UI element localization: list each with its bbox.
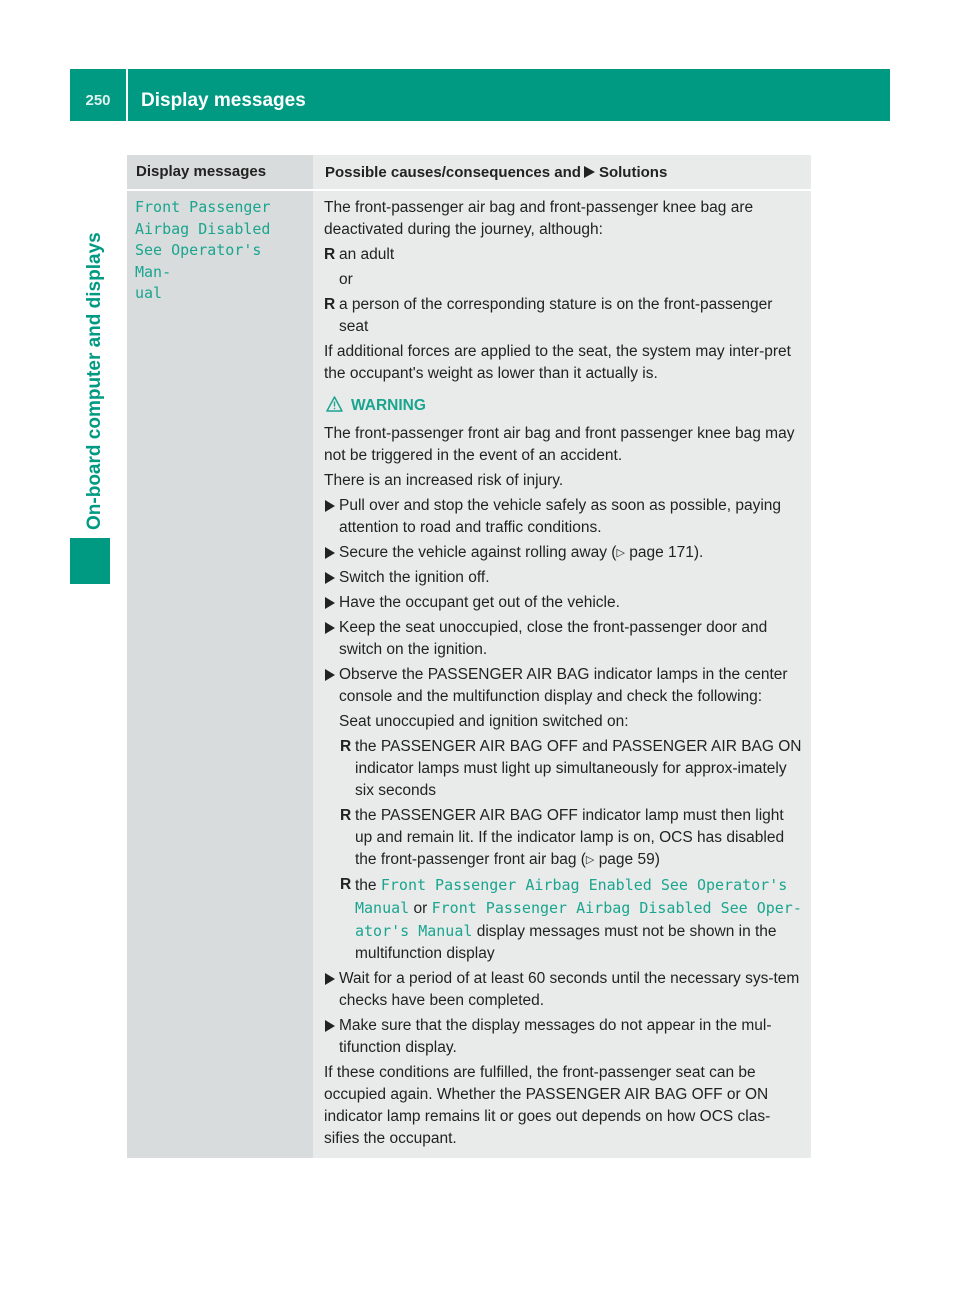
page-reference-icon: ▷ xyxy=(616,547,625,559)
solution-step xyxy=(324,664,803,708)
display-message-reference: Front Passenger Airbag Disabled See Oper‐ator's Manual xyxy=(355,899,802,940)
solution-step xyxy=(324,495,803,539)
solution-arrow-icon xyxy=(325,1020,335,1032)
condition-item xyxy=(324,294,803,338)
message-column xyxy=(127,155,313,1158)
solution-arrow-icon xyxy=(325,973,335,985)
step-text: Make sure that the display messages do not appear in the mul-tifunction display. xyxy=(339,1017,772,1056)
check-text: the xyxy=(355,877,377,894)
solution-arrow-icon xyxy=(325,597,335,609)
step-text: Switch the ignition off. xyxy=(339,569,490,586)
intro-text: The front-passenger air bag and front-passenger knee bag are deactivated during the journey, although: xyxy=(324,199,754,238)
warning-label: WARNING xyxy=(351,397,426,414)
check-text: ) xyxy=(654,851,660,868)
warning-heading xyxy=(324,395,803,417)
warning-text: The front-passenger front air bag and front passenger knee bag may not be triggered in the event of an accident. xyxy=(324,425,795,464)
condition-text: a person of the corresponding stature is on the front-passenger seat xyxy=(339,296,773,335)
column-header-solutions-label: Solutions xyxy=(598,164,668,181)
column-header-causes: Possible causes/consequences and xyxy=(325,164,581,181)
check-item xyxy=(324,736,803,802)
page-number: 250 xyxy=(85,92,111,109)
bullet-marker: R xyxy=(340,876,352,893)
solution-step xyxy=(324,542,803,564)
step-text: Observe the PASSENGER AIR BAG indicator lamps in the center console and the multifunction display and check the following: xyxy=(339,666,788,705)
display-message-reference: Front Passenger Airbag Enabled See Operator's Manual xyxy=(355,876,788,917)
page-reference-link[interactable]: page 171 xyxy=(629,544,694,561)
column-header-solutions xyxy=(325,164,667,181)
chapter-side-label: On-board computer and displays xyxy=(84,232,105,530)
message-line: See Operator's Man‐ xyxy=(135,241,262,281)
condition-text: an adult xyxy=(339,246,395,263)
solution-arrow-icon xyxy=(584,166,595,178)
condition-or: or xyxy=(339,271,353,288)
header-divider xyxy=(126,69,128,121)
message-line: Front Passenger xyxy=(135,198,271,216)
bullet-marker: R xyxy=(324,296,336,313)
bullet-marker: R xyxy=(340,738,352,755)
step-text: Have the occupant get out of the vehicle. xyxy=(339,594,620,611)
check-item xyxy=(324,805,803,871)
solution-arrow-icon xyxy=(325,572,335,584)
solution-arrow-icon xyxy=(325,622,335,634)
bullet-marker: R xyxy=(340,807,352,824)
solution-step xyxy=(324,592,803,614)
column-header-messages: Display messages xyxy=(136,163,267,180)
step-subheading: Seat unoccupied and ignition switched on: xyxy=(339,713,629,730)
page-title: Display messages xyxy=(141,90,306,111)
condition-item xyxy=(324,244,803,266)
bullet-marker: R xyxy=(324,246,336,263)
message-line: Airbag Disabled xyxy=(135,219,271,238)
solution-arrow-icon xyxy=(325,500,335,512)
solution-arrow-icon xyxy=(325,669,335,681)
table-header-divider xyxy=(127,189,811,191)
risk-text: There is an increased risk of injury. xyxy=(324,472,564,489)
causes-and-solutions xyxy=(324,197,803,1153)
display-message-text xyxy=(135,197,305,305)
solution-step xyxy=(324,968,803,1012)
check-text: display messages must not be shown in the multifunction display xyxy=(355,923,777,962)
outro-text: If these conditions are fulfilled, the front-passenger seat can be occupied again. Whether the PASSENGER AIR BAG OFF or ON indicator lamp remains lit or goes out depends on how OCS clas-sifies the occupant. xyxy=(324,1064,771,1147)
page-reference-link[interactable]: page 59 xyxy=(598,851,655,868)
page-reference-icon: ▷ xyxy=(585,854,595,866)
solution-step xyxy=(324,567,803,589)
step-text: ). xyxy=(693,544,704,561)
step-text: Keep the seat unoccupied, close the front-passenger door and switch on the ignition. xyxy=(339,619,768,658)
chapter-marker xyxy=(70,538,110,584)
step-text: Pull over and stop the vehicle safely as soon as possible, paying attention to road and traffic conditions. xyxy=(339,497,782,536)
check-item xyxy=(324,874,803,965)
additional-forces-text: If additional forces are applied to the seat, the system may inter-pret the occupant's weight as lower than it actually is. xyxy=(324,343,791,382)
solution-step xyxy=(324,1015,803,1059)
check-text: or xyxy=(413,900,428,917)
solution-arrow-icon xyxy=(325,547,335,559)
message-line: ual xyxy=(135,284,163,302)
check-text: the PASSENGER AIR BAG OFF indicator lamp must then light up and remain lit. If the indicator lamp is on, OCS has disabled the front-passenger front air bag ( xyxy=(355,807,785,868)
step-text: Wait for a period of at least 60 seconds until the necessary sys-tem checks have been completed. xyxy=(339,970,800,1009)
step-text: Secure the vehicle against rolling away ( xyxy=(339,544,617,561)
solution-step xyxy=(324,617,803,661)
check-text: the PASSENGER AIR BAG OFF and PASSENGER AIR BAG ON indicator lamps must light up simultaneously for approx-imately six seconds xyxy=(355,738,802,799)
warning-triangle-icon xyxy=(326,396,343,412)
